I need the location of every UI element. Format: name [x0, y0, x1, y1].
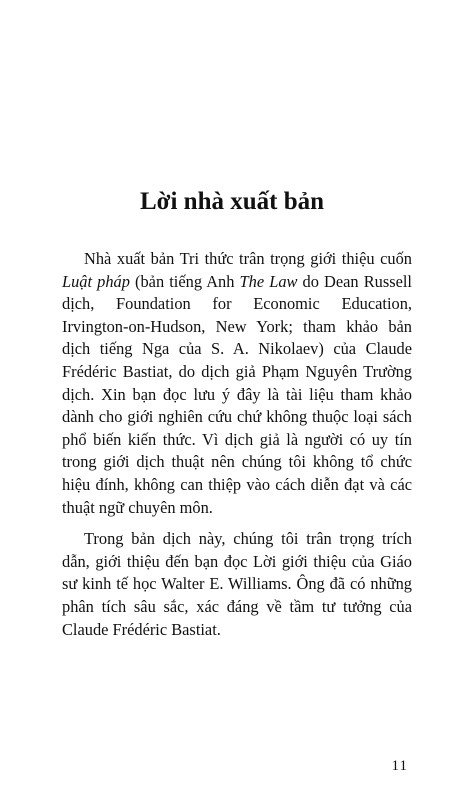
page-number: 11: [391, 758, 408, 774]
paragraph-1-text-a: Nhà xuất bản Tri thức trân trọng giới thiệu cuốn: [84, 249, 412, 268]
paragraph-2: Trong bản dịch này, chúng tôi trân trọng trích dẫn, giới thiệu đến bạn đọc Lời giới thiệu của Giáo sư kinh tế học Walter E. Williams. Ông đã có những phân tích sâu sắc, xác đáng về tầm tư tưởng của Claude Frédéric Bastiat.: [62, 529, 412, 639]
body-text: [62, 248, 412, 650]
paragraph-1-text-c: do Dean Russell dịch, Foundation for Economic Education, Irvington-on-Hudson, New York; tham khảo bản dịch tiếng Nga của S. A. Nikolaev) của Claude Frédéric Bastiat, do dịch giả Phạm Nguyên Trường dịch. Xin bạn đọc lưu ý đây là tài liệu tham khảo dành cho giới nghiên cứu chứ không thuộc loại sách phổ biến kiến thức. Vì dịch giả là người có uy tín trong giới dịch thuật nên chúng tôi không tổ chức hiệu đính, không can thiệp vào cách diễn đạt và các thuật ngữ chuyên môn.: [62, 271, 412, 517]
paragraph-1: [62, 248, 412, 519]
paragraph-1-text-b: (bản tiếng Anh: [129, 271, 240, 291]
book-title-vietnamese: Luật pháp: [62, 271, 130, 291]
page-title: Lời nhà xuất bản: [139, 188, 325, 215]
book-title-english: The Law: [239, 271, 298, 291]
